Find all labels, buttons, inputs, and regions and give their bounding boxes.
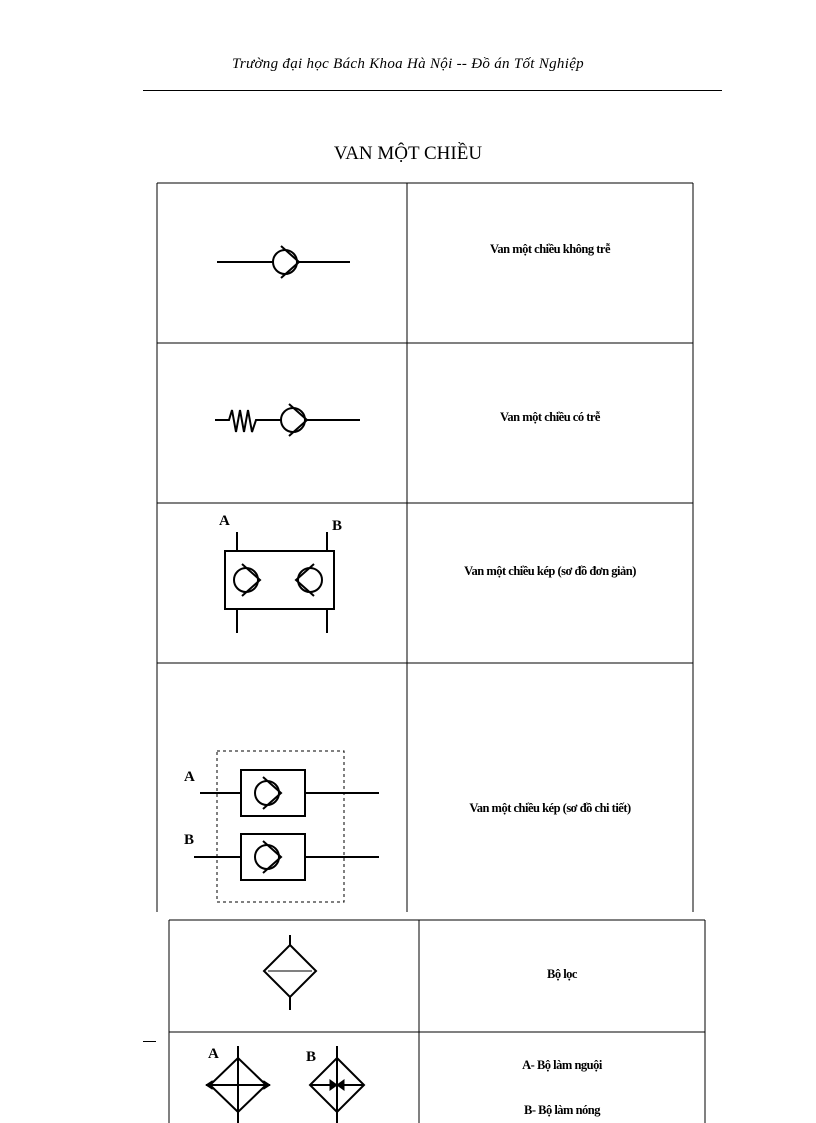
filter-label: Bộ lọc xyxy=(547,967,577,981)
row-3-label: Van một chiều kép (sơ đồ đơn giản) xyxy=(464,564,636,578)
table-2-grid xyxy=(169,920,705,1123)
filter-symbol xyxy=(264,935,316,1010)
port-label-b: B xyxy=(184,832,195,848)
section-title: VAN MỘT CHIỀU xyxy=(333,143,483,164)
margin-dash xyxy=(143,1041,156,1042)
spring-check-valve-symbol xyxy=(215,404,360,436)
double-check-valve-detailed-symbol xyxy=(194,751,379,902)
page-header: Trường đại học Bách Khoa Hà Nội -- Đồ án Tốt Nghiệp xyxy=(232,56,584,72)
row-2-label: Van một chiều có trễ xyxy=(500,410,600,424)
port-label-a: A xyxy=(208,1046,219,1062)
port-label-b: B xyxy=(332,518,343,534)
port-label-a: A xyxy=(219,513,230,529)
port-label-b: B xyxy=(306,1049,317,1065)
row-4-label: Van một chiều kép (sơ đồ chi tiết) xyxy=(469,801,631,815)
port-label-a: A xyxy=(184,769,195,785)
check-valve-symbol xyxy=(217,246,350,278)
heater-label: B- Bộ làm nóng xyxy=(523,1103,600,1117)
heater-symbol xyxy=(310,1046,364,1123)
row-1-label: Van một chiều không trễ xyxy=(490,242,610,256)
cooler-label: A- Bộ làm nguội xyxy=(522,1058,602,1072)
double-check-valve-simple-symbol xyxy=(225,532,334,633)
